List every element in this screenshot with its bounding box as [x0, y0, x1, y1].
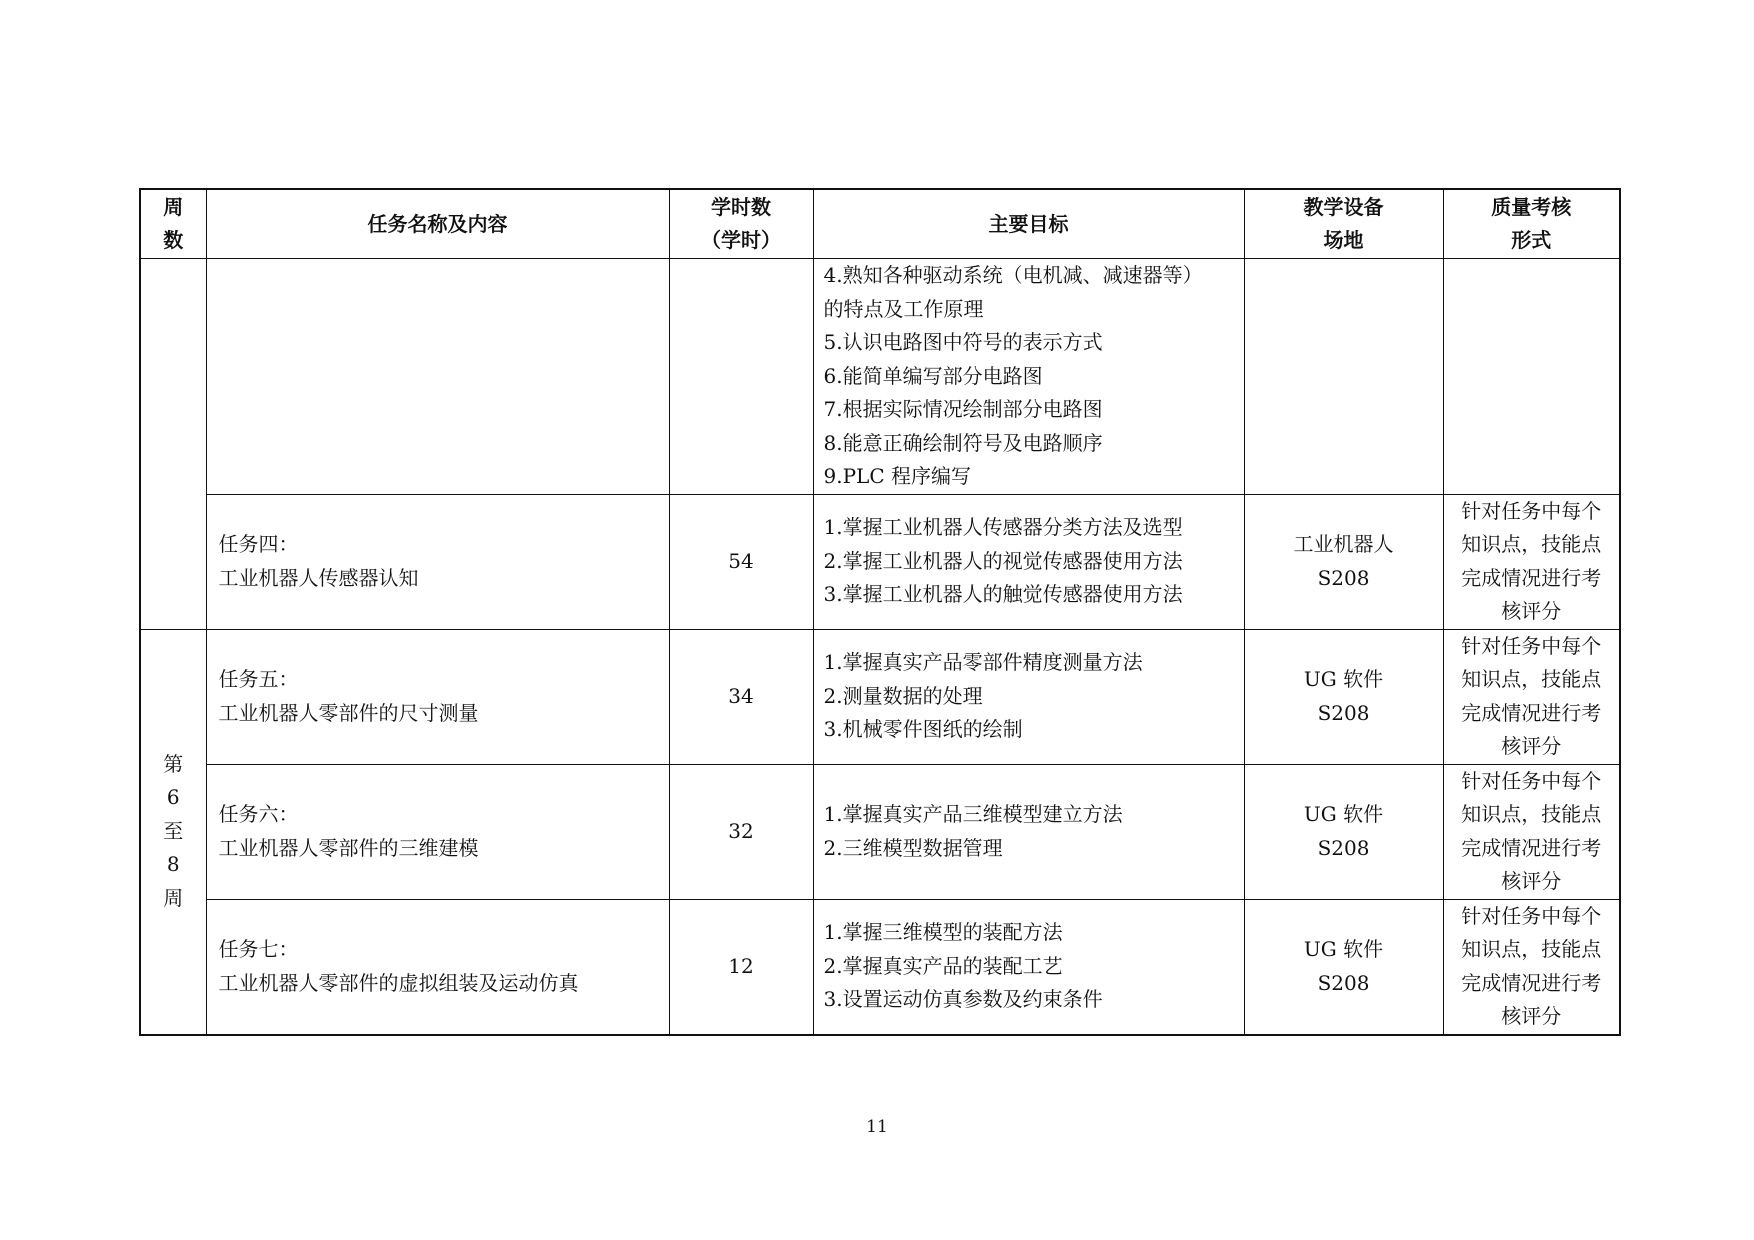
assess-line: 针对任务中每个	[1461, 498, 1602, 523]
equip-line: S208	[1317, 970, 1370, 995]
assess-line: 知识点，技能点	[1461, 667, 1602, 691]
schedule-table	[139, 188, 1621, 1036]
equip-line: UG 软件	[1303, 937, 1384, 961]
header-hours	[669, 189, 813, 259]
goal-item: 9.PLC 程序编写	[823, 464, 971, 488]
header-assess-line-2: 形式	[1511, 228, 1552, 252]
header-equip-line-2: 场地	[1323, 228, 1364, 252]
hours-cell: 34	[669, 629, 813, 764]
week-label-cell	[140, 629, 206, 1035]
equip-cell	[1244, 764, 1443, 899]
hours-cell: 12	[669, 899, 813, 1035]
goal-item: 3.机械零件图纸的绘制	[823, 717, 1023, 742]
header-assess	[1443, 189, 1620, 259]
goals-cell	[813, 764, 1244, 899]
goals-cell	[813, 629, 1244, 764]
week-label-char: 周	[163, 885, 184, 910]
header-week	[140, 189, 206, 259]
assess-cell	[1443, 764, 1620, 899]
assess-line: 完成情况进行考	[1461, 835, 1602, 860]
equip-line: S208	[1317, 700, 1370, 725]
task-title: 任务四：	[218, 532, 299, 556]
goal-item: 1.掌握真实产品三维模型建立方法	[823, 802, 1123, 826]
equip-line: UG 软件	[1303, 667, 1384, 691]
assess-line: 核评分	[1501, 599, 1562, 623]
equip-cell	[1244, 494, 1443, 629]
hours-cell: 32	[669, 764, 813, 899]
assess-cell	[1443, 259, 1620, 495]
task-desc: 工业机器人传感器认知	[218, 565, 419, 590]
task-desc: 工业机器人零部件的尺寸测量	[218, 700, 479, 725]
equip-line: S208	[1317, 835, 1370, 860]
header-hours-line-2: （学时）	[701, 228, 781, 252]
header-task: 任务名称及内容	[206, 189, 669, 259]
week-label-char: 6	[166, 785, 180, 810]
task-cell	[206, 899, 669, 1035]
assess-line: 完成情况进行考	[1461, 700, 1602, 725]
goal-item: 4.熟知各种驱动系统（电机减、减速器等）	[823, 263, 1203, 287]
equip-cell	[1244, 629, 1443, 764]
goal-item: 1.掌握真实产品零部件精度测量方法	[823, 650, 1143, 675]
task-cell	[206, 494, 669, 629]
goals-cell	[813, 899, 1244, 1035]
week-label-char: 8	[166, 852, 180, 877]
goal-item: 2.三维模型数据管理	[823, 835, 1003, 860]
goal-item: 3.掌握工业机器人的触觉传感器使用方法	[823, 582, 1183, 607]
assess-line: 核评分	[1501, 1004, 1562, 1028]
assess-line: 知识点，技能点	[1461, 532, 1602, 556]
goal-item: 1.掌握三维模型的装配方法	[823, 920, 1063, 945]
task-desc: 工业机器人零部件的虚拟组装及运动仿真	[218, 970, 579, 995]
assess-cell	[1443, 899, 1620, 1035]
assess-line: 针对任务中每个	[1461, 768, 1602, 793]
page-number: 11	[866, 1117, 888, 1137]
goal-item: 8.能意正确绘制符号及电路顺序	[823, 430, 1103, 455]
header-row	[140, 189, 1620, 259]
goal-item: 3.设置运动仿真参数及约束条件	[823, 987, 1103, 1012]
assess-line: 核评分	[1501, 734, 1562, 758]
equip-cell	[1244, 899, 1443, 1035]
equip-cell	[1244, 259, 1443, 495]
week-label-char: 第	[163, 751, 184, 776]
assess-line: 针对任务中每个	[1461, 903, 1602, 928]
goals-cell	[813, 494, 1244, 629]
goal-item: 6.能简单编写部分电路图	[823, 363, 1043, 388]
week-cell-continued	[140, 259, 206, 630]
equip-line: 工业机器人	[1293, 532, 1394, 556]
task-title: 任务七：	[218, 937, 299, 961]
header-week-line-2: 数	[163, 228, 184, 252]
task-title: 任务六：	[218, 802, 299, 826]
table-row	[140, 764, 1620, 899]
table-row	[140, 899, 1620, 1035]
week-label-char: 至	[163, 818, 184, 843]
table-row	[140, 629, 1620, 764]
header-goals: 主要目标	[813, 189, 1244, 259]
task-desc: 工业机器人零部件的三维建模	[218, 835, 479, 860]
goal-item: 的特点及工作原理	[823, 296, 984, 321]
assess-line: 完成情况进行考	[1461, 565, 1602, 590]
assess-line: 完成情况进行考	[1461, 970, 1602, 995]
table-row	[140, 494, 1620, 629]
equip-line: UG 软件	[1303, 802, 1384, 826]
goal-item: 2.测量数据的处理	[823, 683, 983, 708]
goals-cell	[813, 259, 1244, 495]
goal-item: 1.掌握工业机器人传感器分类方法及选型	[823, 515, 1183, 540]
header-hours-line-1: 学时数	[711, 195, 771, 219]
task-cell	[206, 259, 669, 495]
header-equip	[1244, 189, 1443, 259]
assess-line: 针对任务中每个	[1461, 633, 1602, 658]
goal-item: 2.掌握工业机器人的视觉传感器使用方法	[823, 548, 1183, 573]
hours-cell: 54	[669, 494, 813, 629]
task-cell	[206, 629, 669, 764]
header-week-line-1: 周	[163, 195, 184, 219]
task-cell	[206, 764, 669, 899]
assess-cell	[1443, 494, 1620, 629]
goal-item: 5.认识电路图中符号的表示方式	[823, 330, 1103, 354]
goal-item: 7.根据实际情况绘制部分电路图	[823, 397, 1103, 421]
hours-cell	[669, 259, 813, 495]
goal-item: 2.掌握真实产品的装配工艺	[823, 953, 1063, 978]
header-equip-line-1: 教学设备	[1303, 195, 1384, 219]
assess-line: 知识点，技能点	[1461, 802, 1602, 826]
assess-cell	[1443, 629, 1620, 764]
header-assess-line-1: 质量考核	[1491, 195, 1572, 219]
assess-line: 知识点，技能点	[1461, 937, 1602, 961]
equip-line: S208	[1317, 565, 1370, 590]
assess-line: 核评分	[1501, 869, 1562, 893]
table-row-continued	[140, 259, 1620, 495]
task-title: 任务五：	[218, 667, 299, 691]
